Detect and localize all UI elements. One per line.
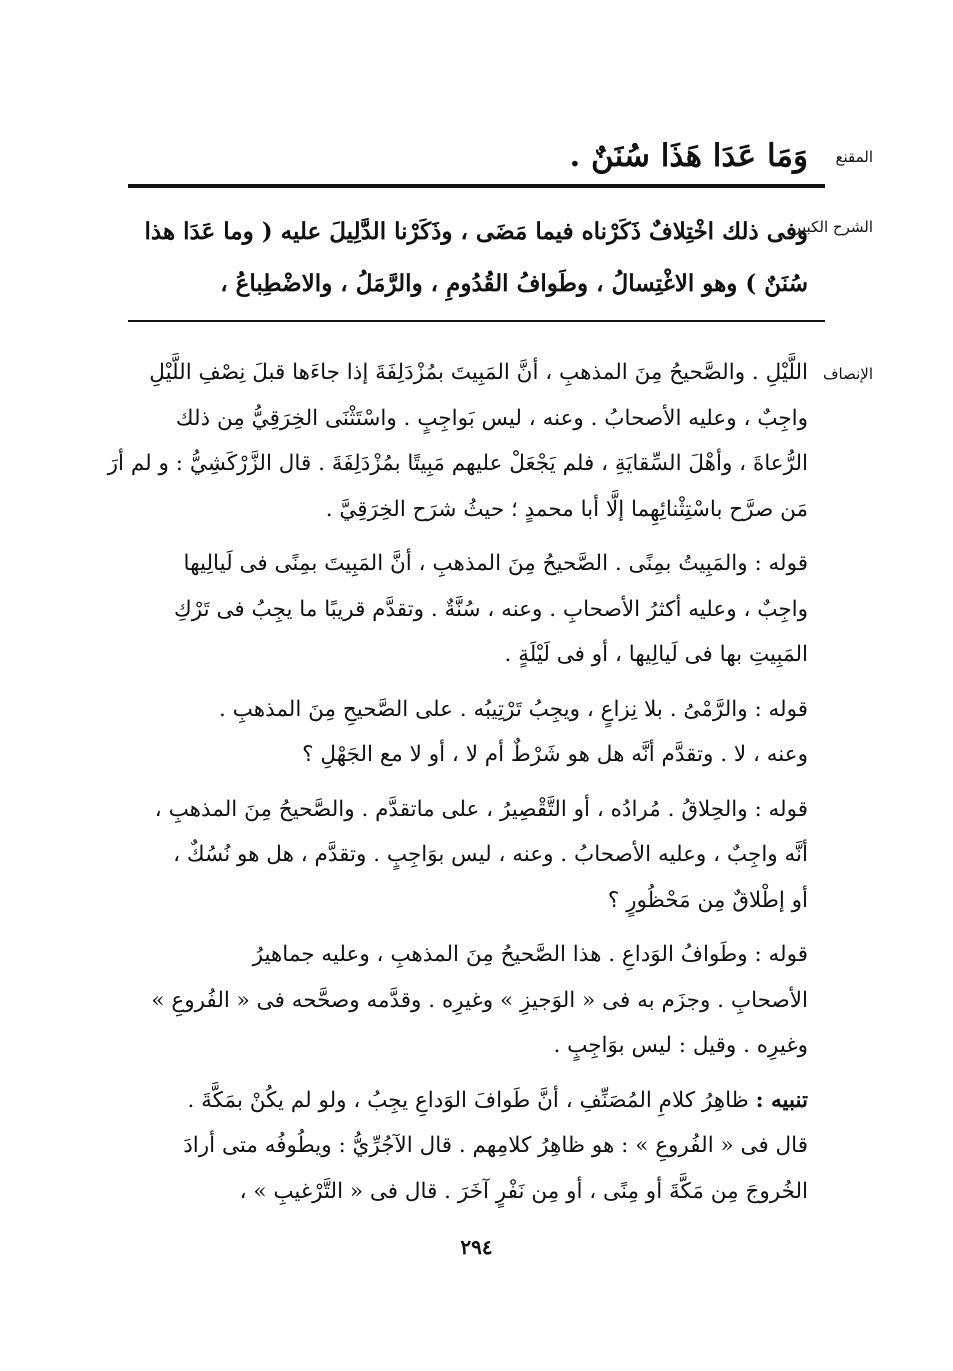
note-lead-word: تنبيه : [755, 1087, 808, 1113]
insaf-paragraph [128, 787, 808, 924]
insaf-line: قوله : والرَّمْىُ . بلا نِزاعٍ ، ويجِبُ تَرْتِيبُه . على الصَّحيحِ مِنَ المذهبِ . [218, 696, 808, 722]
insaf-line: قوله : وطَوافُ الوَداعِ . هذا الصَّحيحُ مِنَ المذهبِ ، وعليه جماهيرُ [252, 942, 808, 967]
insaf-section-label: الإنصاف [822, 365, 873, 383]
insaf-line: قال فى « الفُروعِ » : هو ظاهِرُ كلامِهم . قال الآجُرِّيُّ : ويطُوفُه متى أرادَ [183, 1133, 808, 1158]
sharh-line: وفى ذلك اخْتِلافٌ ذَكَرْناه فيما مَضَى ، وذَكَرْنا الدَّلِيلَ عليه ( وما عَدَا هذا [144, 218, 808, 245]
insaf-line [128, 1078, 808, 1124]
muqni-section-label: المقنع [835, 148, 873, 166]
insaf-paragraph [128, 687, 808, 778]
insaf-line: أنَّه واجِبٌ ، وعليه الأصحابُ . وعنه ، ليس بوَاجِبٍ . وتقدَّم ، هل هو نُسُكٌ ، [173, 842, 808, 867]
insaf-text [107, 350, 808, 1223]
insaf-paragraph [128, 541, 808, 678]
insaf-line: وعنه ، لا . وتقدَّم أنَّه هل هو شَرْطٌ أم لا ، أو لا مع الجَهْلِ ؟ [302, 742, 808, 767]
muqni-line: وَمَا عَدَا هَذَا سُنَنٌ . [569, 138, 808, 174]
insaf-paragraph [128, 1078, 808, 1215]
muqni-text [128, 132, 808, 180]
insaf-line: واجِبٌ ، وعليه الأصحابُ . وعنه ، ليس بَواجِبٍ . واسْتَثْنَى الخِرَقِيُّ مِن ذلك [175, 405, 808, 431]
insaf-line: الخُروجَ مِن مَكَّةَ أو مِنًى ، أو مِن نَفْرٍ آخَرَ . قال فى « التَّرْغيبِ » ، [239, 1178, 808, 1204]
section-divider-thin [128, 320, 825, 322]
insaf-line: قوله : والحِلاقُ . مُرادُه ، أو التَّقْصِيرُ ، على ماتقدَّم . والصَّحيحُ مِنَ المذهبِ ، [154, 796, 808, 822]
insaf-paragraph [128, 932, 808, 1069]
sharh-text [128, 206, 808, 310]
insaf-line: اللَّيْلِ . والصَّحيحُ مِنَ المذهبِ ، أنَّ المَبِيتَ بمُزْدَلِفَةَ إذا جاءَها قبلَ نِصْفِ اللَّيْلِ [149, 360, 808, 385]
insaf-paragraph [107, 350, 808, 532]
note-line-text: ظاهِرُ كلامِ المُصَنِّفِ ، أنَّ طَوافَ الوَداعِ يجِبُ ، ولو لم يكُنْ بمَكَّةَ . [187, 1087, 756, 1113]
insaf-line: قوله : والمَبِيتُ بمِنًى . الصَّحيحُ مِنَ المذهبِ ، أنَّ المَبِيتَ بمِنًى فى لَيالِيها [183, 551, 808, 576]
sharh-line: سُنَنٌ ) وهو الاغْتِسالُ ، وطَوافُ القُدُومِ ، والرَّمَلُ ، والاضْطِباعُ ، [220, 270, 808, 297]
insaf-line: الأصحابِ . وجزَم به فى « الوَجيزِ » وغيرِه . وقدَّمه وصحَّحه فى « الفُروعِ » [151, 987, 808, 1013]
insaf-line: مَن صرَّح باسْتِثْنائِهِما إلَّا أبا محمدٍ ؛ حيثُ شرَح الخِرَقِيَّ . [325, 496, 808, 522]
insaf-line: وغيرِه . وقيل : ليس بوَاجِبٍ . [553, 1033, 808, 1058]
insaf-line: أو إطْلاقٌ مِن مَحْظُورٍ ؟ [607, 887, 808, 913]
sharh-section-label: الشرح الكبير [793, 218, 873, 236]
section-divider-thick [128, 184, 825, 188]
insaf-line: المَبِيتِ بها فى لَيالِيها ، أو فى لَيْلَةٍ . [504, 642, 808, 667]
page-number: ٢٩٤ [460, 1235, 493, 1259]
insaf-line: واجِبٌ ، وعليه أكثرُ الأصحابِ . وعنه ، سُنَّةٌ . وتقدَّم قريبًا ما يجِبُ فى تَرْكِ [174, 596, 808, 622]
insaf-line: الرُّعاةَ ، وأهْلَ السِّقايَةِ ، فلم يَجْعَلْ عليهم مَبِيتًا بمُزْدَلِفَةَ . قال الزَّرْكَشِيُّ : و لم أرَ [107, 451, 808, 476]
